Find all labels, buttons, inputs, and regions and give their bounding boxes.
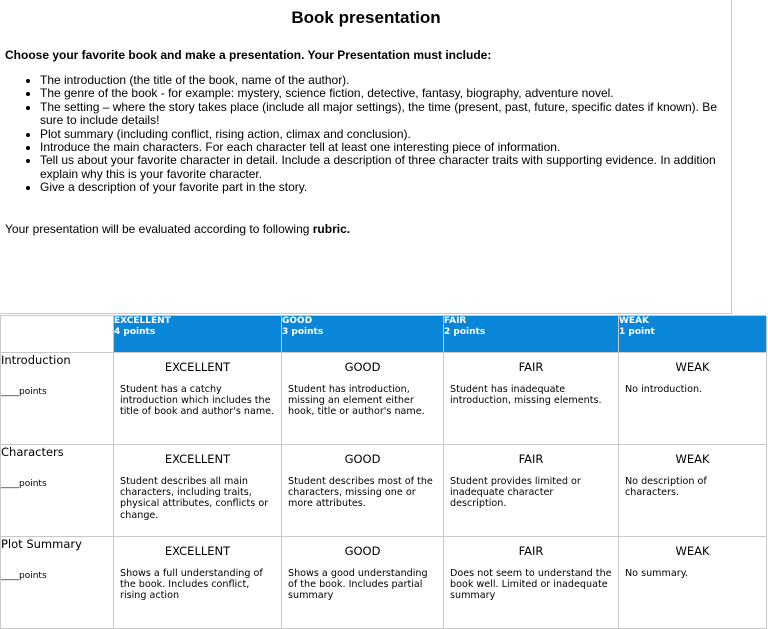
header-level: GOOD (282, 316, 313, 326)
rubric-cell[interactable] (282, 537, 444, 629)
cell-description: Shows a good understanding of the book. Includes partial summary (288, 568, 428, 602)
header-fair (444, 316, 619, 353)
points-field: ____points (1, 479, 47, 489)
list-item: • Introduce the main characters. For each character tell at least one interesting piece of information. (40, 141, 727, 154)
header-level: EXCELLENT (114, 316, 171, 326)
cell-level: FAIR (518, 452, 544, 466)
points-field: ____points (1, 571, 47, 581)
list-item: • Plot summary (including conflict, rising action, climax and conclusion). (40, 128, 727, 141)
rubric-table (0, 315, 767, 629)
header-blank (1, 316, 114, 353)
page-title: Book presentation (291, 8, 441, 27)
evaluation-text: Your presentation will be evaluated according to following (5, 222, 313, 236)
rubric-cell[interactable] (619, 537, 767, 629)
intro-text: Choose your favorite book and make a presentation. Your Presentation must include: (5, 48, 492, 62)
list-item: • The setting – where the story takes place (include all major settings), the time (present, past, future, specific dates if known). Be sure to include details! (40, 101, 727, 128)
rubric-cell[interactable] (282, 445, 444, 537)
requirements-list (5, 74, 727, 195)
header-points: 2 points (444, 327, 486, 337)
cell-description: Student has introduction, missing an element either hook, title or author's name. (288, 384, 425, 418)
evaluation-note (5, 222, 350, 236)
criterion-name: Plot Summary (1, 537, 82, 551)
rubric-cell[interactable] (114, 537, 282, 629)
cell-level: GOOD (344, 544, 381, 558)
cell-description: No summary. (625, 568, 689, 579)
table-row (1, 445, 767, 537)
cell-description: Student has inadequate introduction, missing elements. (450, 384, 602, 407)
cell-level: GOOD (344, 452, 381, 466)
table-row (1, 353, 767, 445)
header-level: WEAK (619, 316, 650, 326)
rubric-cell[interactable] (114, 353, 282, 445)
list-item: • Tell us about your favorite character in detail. Include a description of three character traits with supporting evidence. In addition explain why this is your favorite character. (40, 154, 727, 181)
cell-description: No description of characters. (625, 476, 707, 499)
criterion-cell (1, 445, 114, 537)
cell-level: WEAK (675, 360, 710, 374)
cell-level: EXCELLENT (164, 544, 231, 558)
list-item: • The introduction (the title of the book, name of the author). (40, 74, 727, 87)
rubric-cell[interactable] (114, 445, 282, 537)
cell-description: No introduction. (625, 384, 703, 395)
rubric-cell[interactable] (282, 353, 444, 445)
criterion-name: Introduction (1, 353, 71, 367)
cell-level: WEAK (675, 544, 710, 558)
list-item: • The genre of the book - for example: mystery, science fiction, detective, fantasy, biography, adventure novel. (40, 87, 727, 100)
header-points: 1 point (619, 327, 655, 337)
list-item: • Give a description of your favorite part in the story. (40, 181, 727, 194)
header-good (282, 316, 444, 353)
header-weak (619, 316, 767, 353)
rubric-cell[interactable] (619, 445, 767, 537)
cell-level: GOOD (344, 360, 381, 374)
cell-description: Student describes most of the characters, missing one or more attributes. (288, 476, 433, 510)
rubric-cell[interactable] (444, 537, 619, 629)
cell-description: Student has a catchy introduction which includes the title of book and author's name. (120, 384, 275, 418)
table-row (1, 537, 767, 629)
cell-description: Shows a full understanding of the book. Includes conflict, rising action (120, 568, 263, 602)
header-points: 3 points (282, 327, 324, 337)
header-points: 4 points (114, 327, 156, 337)
rubric-cell[interactable] (619, 353, 767, 445)
cell-description: Does not seem to understand the book well. Limited or inadequate summary (450, 568, 612, 602)
cell-level: EXCELLENT (164, 452, 231, 466)
criterion-cell (1, 353, 114, 445)
rubric-cell[interactable] (444, 445, 619, 537)
criterion-name: Characters (1, 445, 64, 459)
cell-level: FAIR (518, 544, 544, 558)
cell-level: WEAK (675, 452, 710, 466)
cell-level: FAIR (518, 360, 544, 374)
rubric-header-row (1, 316, 767, 353)
header-level: FAIR (444, 316, 467, 326)
cell-description: Student provides limited or inadequate character description. (450, 476, 581, 510)
header-excellent (114, 316, 282, 353)
cell-level: EXCELLENT (164, 360, 231, 374)
document-page (0, 0, 732, 314)
rubric-word: rubric. (312, 222, 351, 236)
points-field: ____points (1, 387, 47, 397)
rubric-cell[interactable] (444, 353, 619, 445)
criterion-cell (1, 537, 114, 629)
cell-description: Student describes all main characters, including traits, physical attributes, conflicts or change. (120, 476, 269, 521)
